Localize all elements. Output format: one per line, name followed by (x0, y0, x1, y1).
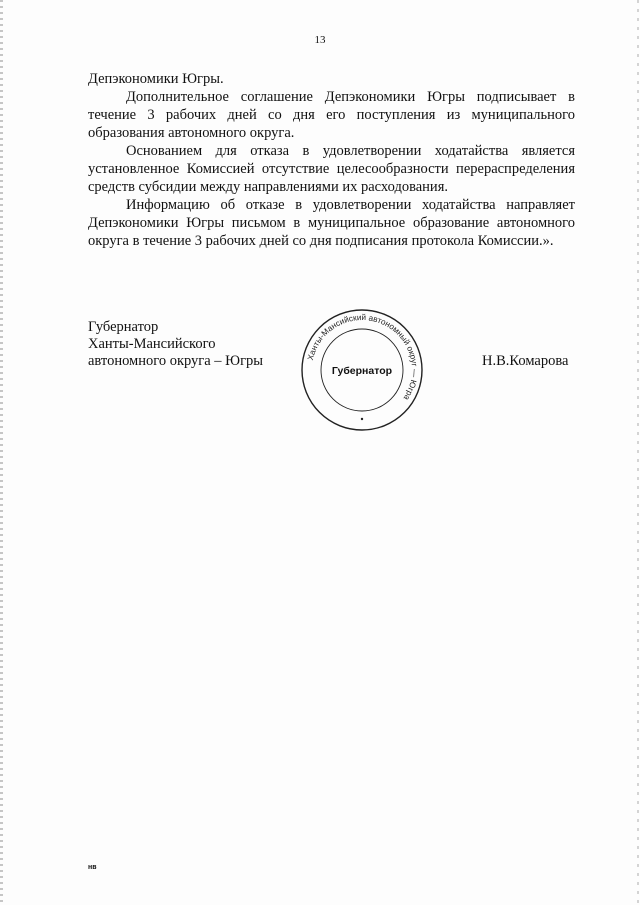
paragraph-refusal-notice: Информацию об отказе в удовлетворении ходатайства направляет Депэкономики Югры письмом в муниципальное образование автономного округа в течение 3 рабочих дней со дня подписания протокола Комиссии.». (88, 197, 575, 249)
signatory-title-line: Губернатор (88, 319, 159, 335)
signatory-name: Н.В.Комарова (482, 353, 569, 369)
scan-edge-right (637, 0, 639, 905)
paragraph-continuation: Депэкономики Югры. (88, 71, 224, 87)
seal-center-text: Губернатор (331, 365, 393, 377)
footer-initials: нв (88, 864, 97, 871)
paragraph-refusal-grounds: Основанием для отказа в удовлетворении ходатайства является установленное Комиссией отсутствие целесообразности перераспределения средств субсидии между направлениями их расходования. (88, 143, 575, 195)
seal-ring-text: Ханты-Мансийский автономный округ — Югра (306, 312, 420, 402)
paragraph-agreement: Дополнительное соглашение Депэкономики Югры подписывает в течение 3 рабочих дней со дня его поступления из муниципального образования автономного округа. (88, 89, 575, 141)
page-number: 13 (314, 34, 326, 46)
signatory-title (88, 319, 263, 370)
official-seal-stamp (300, 308, 424, 432)
signatory-title-line: автономного округа – Югры (88, 353, 264, 369)
signatory-title-line: Ханты-Мансийского (88, 336, 216, 352)
scan-edge-left (0, 0, 3, 905)
body-text (88, 70, 575, 250)
